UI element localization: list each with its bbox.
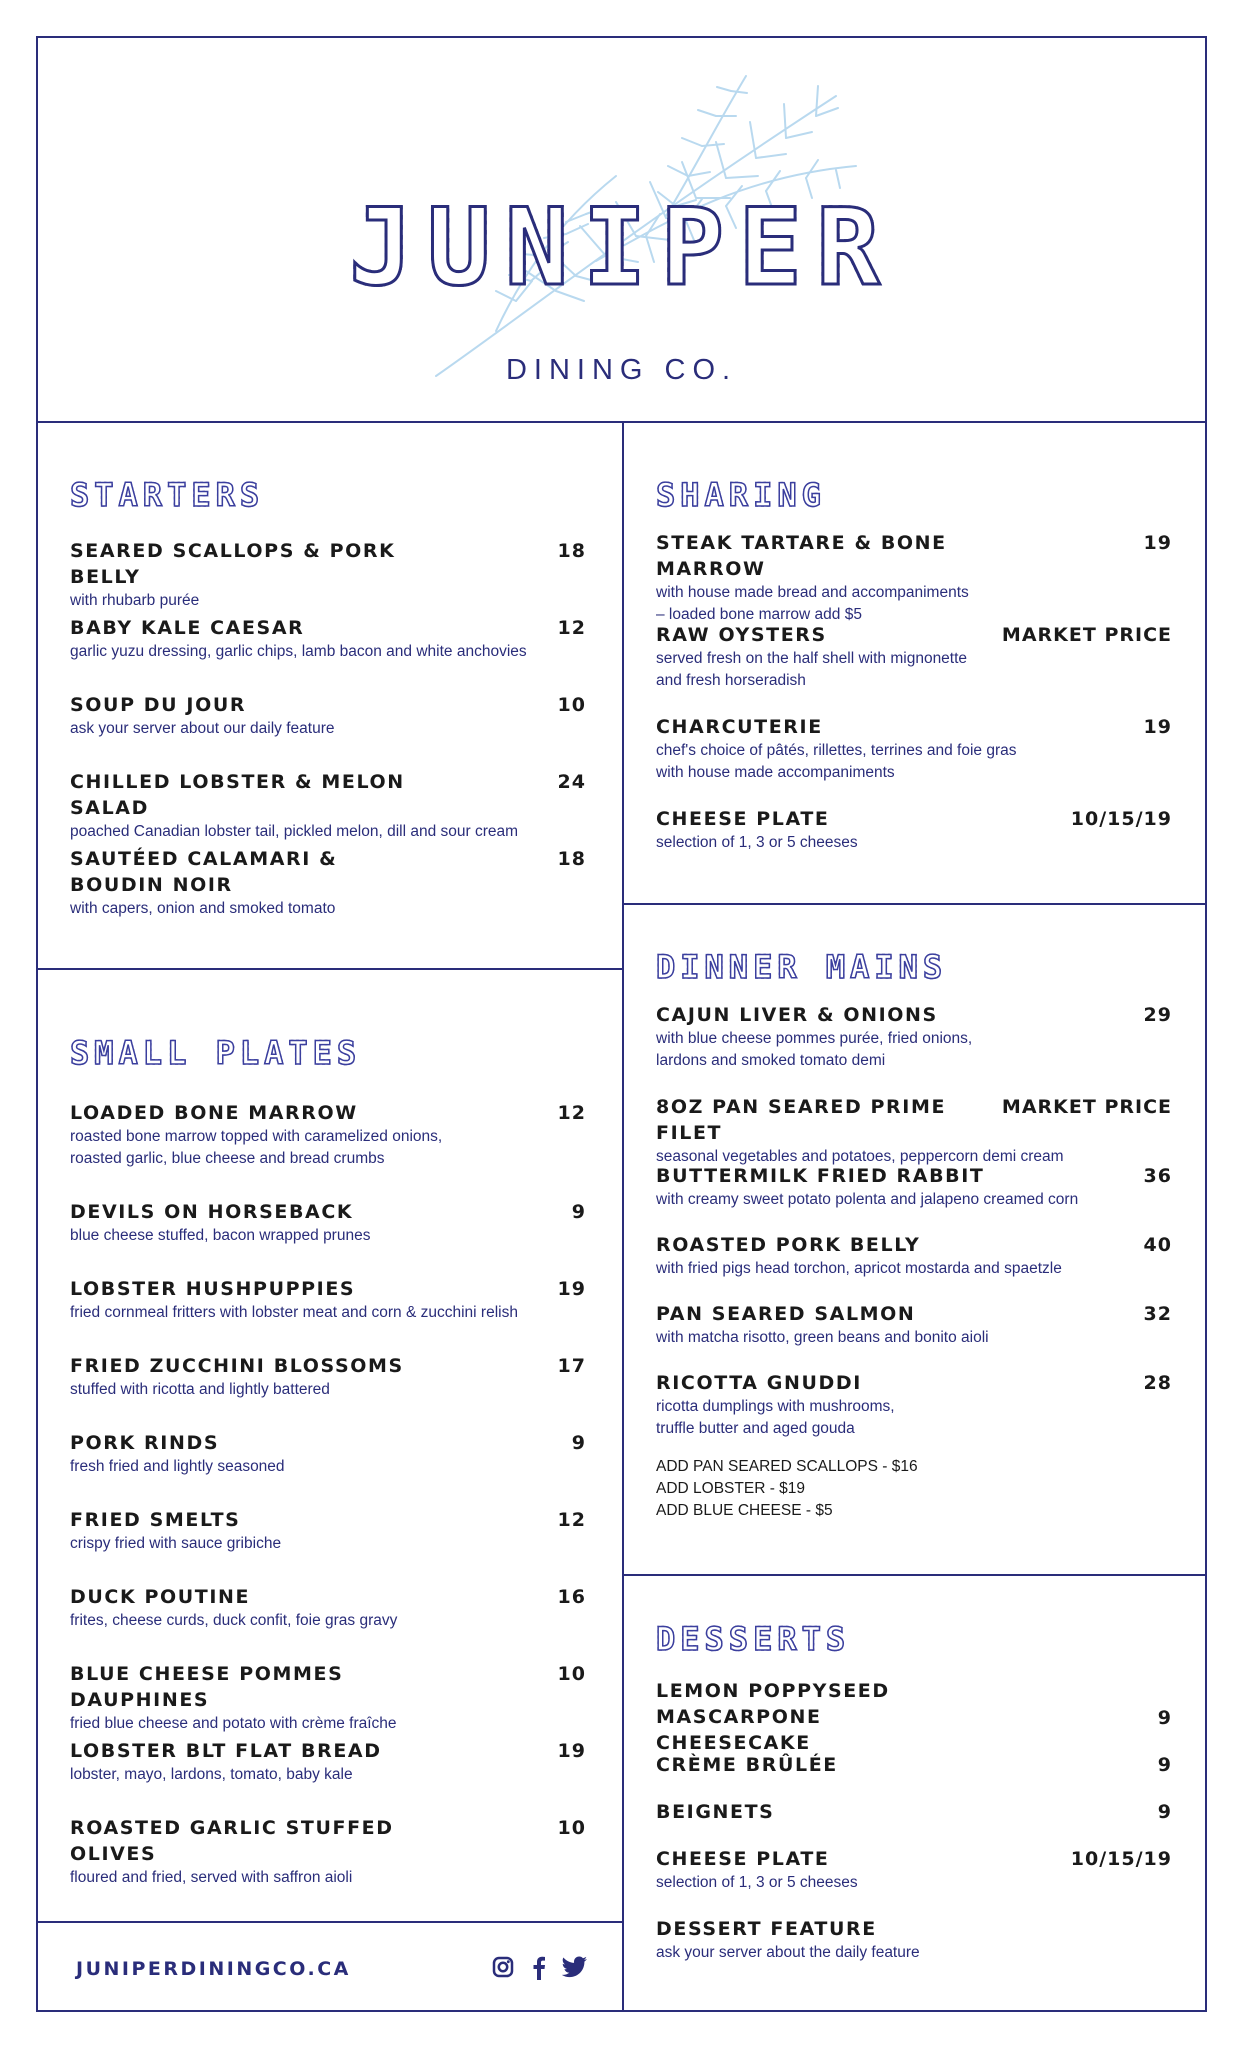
menu-item (70, 769, 586, 843)
item-description: with house made accompaniments (656, 764, 895, 781)
item-description: seasonal vegetables and potatoes, peppercorn demi cream (656, 1148, 1064, 1165)
menu-item (70, 1353, 586, 1401)
item-name: BABY KALE CAESAR (70, 617, 305, 639)
starters-section (70, 476, 586, 917)
item-description: stuffed with ricotta and lightly battered (70, 1381, 330, 1398)
item-description: chef's choice of pâtés, rillettes, terrines and foie gras (656, 742, 1017, 759)
section-title: SMALL PLATES (70, 1034, 362, 1072)
item-price: 10/15/19 (1070, 808, 1172, 830)
item-name: DESSERT FEATURE (656, 1918, 877, 1940)
item-description: lardons and smoked tomato demi (656, 1052, 886, 1069)
menu-item (70, 615, 586, 663)
instagram-icon[interactable] (492, 1956, 514, 1978)
item-price: 29 (1143, 1004, 1172, 1026)
item-name: LEMON POPPYSEED MASCARPONE (656, 1680, 890, 1728)
item-price: 19 (1143, 532, 1172, 554)
starters-divider (36, 968, 623, 970)
column-divider (622, 421, 624, 2012)
item-description: ask your server about the daily feature (656, 1944, 920, 1961)
item-description: and fresh horseradish (656, 672, 806, 689)
item-name: PAN SEARED SALMON (656, 1303, 916, 1325)
twitter-icon[interactable] (562, 1956, 588, 1978)
small-plates-section (70, 1034, 586, 1886)
item-price: 9 (1157, 1801, 1172, 1823)
menu-item (70, 1430, 586, 1478)
item-description: – loaded bone marrow add $5 (656, 606, 862, 623)
item-price: 10 (557, 1817, 586, 1839)
item-price: 36 (1143, 1165, 1172, 1187)
item-name: BLUE CHEESE POMMES DAUPHINES (70, 1663, 344, 1711)
item-description: crispy fried with sauce gribiche (70, 1535, 282, 1552)
item-name: LOBSTER HUSHPUPPIES (70, 1278, 356, 1300)
menu-item (70, 1507, 586, 1555)
item-price: 16 (557, 1586, 586, 1608)
item-description: garlic yuzu dressing, garlic chips, lamb bacon and white anchovies (70, 643, 527, 660)
dinner-mains-section (656, 948, 1172, 1519)
item-description: roasted bone marrow topped with caramelized onions, (70, 1128, 443, 1145)
item-description: truffle butter and aged gouda (656, 1420, 855, 1437)
menu-item (70, 1276, 586, 1324)
section-title: DINNER MAINS (656, 948, 948, 986)
item-price: 18 (557, 848, 586, 870)
item-price: 19 (557, 1278, 586, 1300)
section-title: DESSERTS (656, 1620, 851, 1658)
item-description: fresh fried and lightly seasoned (70, 1458, 285, 1475)
item-name: PORK RINDS (70, 1432, 220, 1454)
item-name: SEARED SCALLOPS & PORK BELLY (70, 540, 396, 588)
item-description: fried cornmeal fritters with lobster meat and corn & zucchini relish (70, 1304, 518, 1321)
item-name: BEIGNETS (656, 1801, 775, 1823)
item-name: 8OZ PAN SEARED PRIME FILET (656, 1096, 947, 1144)
item-price: MARKET PRICE (1001, 1096, 1172, 1118)
addon-item: ADD BLUE CHEESE - $5 (656, 1502, 833, 1519)
menu-item (656, 714, 1172, 784)
item-name: CHEESE PLATE (656, 1848, 830, 1870)
item-price: 19 (1143, 716, 1172, 738)
menu-item (70, 692, 586, 740)
section-title: STARTERS (70, 476, 265, 514)
item-price: 28 (1143, 1372, 1172, 1394)
menu-item (656, 1678, 1172, 1756)
item-name: SOUP DU JOUR (70, 694, 247, 716)
item-description: with capers, onion and smoked tomato (70, 900, 336, 917)
restaurant-logo: JUNIPER (36, 186, 1207, 309)
menu-item (70, 1661, 586, 1735)
item-description: with house made bread and accompaniments (656, 584, 969, 601)
website-link[interactable]: JUNIPERDININGCO.CA (76, 1958, 351, 1980)
item-description: served fresh on the half shell with mignonette (656, 650, 968, 667)
menu-item (656, 622, 1172, 692)
item-name: SAUTÉED CALAMARI & BOUDIN NOIR (70, 848, 338, 896)
addon-item: ADD PAN SEARED SCALLOPS - $16 (656, 1458, 918, 1475)
item-name: ROASTED GARLIC STUFFED OLIVES (70, 1817, 394, 1865)
item-price: 17 (557, 1355, 586, 1377)
item-price: 32 (1143, 1303, 1172, 1325)
item-name: CAJUN LIVER & ONIONS (656, 1004, 938, 1026)
item-price: 19 (557, 1740, 586, 1762)
menu-item (656, 1232, 1172, 1280)
menu-item (656, 1163, 1172, 1211)
item-description: blue cheese stuffed, bacon wrapped prunes (70, 1227, 371, 1244)
item-name: DEVILS ON HORSEBACK (70, 1201, 354, 1223)
item-description: with rhubarb purée (70, 592, 200, 609)
item-name-continued: CHEESECAKE (656, 1732, 811, 1754)
item-price: 12 (557, 1102, 586, 1124)
item-name: STEAK TARTARE & BONE MARROW (656, 532, 947, 580)
item-name: DUCK POUTINE (70, 1586, 251, 1608)
menu-item (656, 1301, 1172, 1349)
item-price: 12 (557, 617, 586, 639)
item-price: 9 (571, 1432, 586, 1454)
footer-divider (36, 1921, 623, 1923)
item-price: 9 (571, 1201, 586, 1223)
menu-item (656, 1002, 1172, 1072)
menu-header (36, 36, 1207, 422)
item-description: with fried pigs head torchon, apricot mostarda and spaetzle (656, 1260, 1062, 1277)
item-price: 40 (1143, 1234, 1172, 1256)
item-name: RAW OYSTERS (656, 624, 827, 646)
item-description: frites, cheese curds, duck confit, foie gras gravy (70, 1612, 398, 1629)
item-description: poached Canadian lobster tail, pickled melon, dill and sour cream (70, 823, 519, 840)
desserts-section (656, 1620, 1172, 1961)
menu-item (656, 530, 1172, 626)
menu-item (656, 1370, 1172, 1440)
item-name: CHILLED LOBSTER & MELON SALAD (70, 771, 405, 819)
item-name: CRÈME BRÛLÉE (656, 1754, 838, 1776)
item-name: CHEESE PLATE (656, 808, 830, 830)
menu-item (70, 1815, 586, 1889)
item-price: 9 (1157, 1707, 1172, 1729)
menu-item (656, 1752, 1172, 1778)
item-name: CHARCUTERIE (656, 716, 823, 738)
item-description: with matcha risotto, green beans and bonito aioli (656, 1329, 989, 1346)
item-description: selection of 1, 3 or 5 cheeses (656, 1874, 858, 1891)
menu-item (70, 1199, 586, 1247)
mains-divider (622, 1574, 1207, 1576)
item-description: with blue cheese pommes purée, fried onions, (656, 1030, 973, 1047)
item-price: 18 (557, 540, 586, 562)
item-name: BUTTERMILK FRIED RABBIT (656, 1165, 985, 1187)
item-price: 10 (557, 694, 586, 716)
menu-item (70, 538, 586, 612)
sharing-section (656, 476, 1172, 851)
item-name: LOADED BONE MARROW (70, 1102, 358, 1124)
facebook-icon[interactable] (532, 1956, 546, 1980)
item-description: floured and fried, served with saffron aioli (70, 1869, 353, 1886)
item-price: 10 (557, 1663, 586, 1685)
section-title: SHARING (656, 476, 826, 514)
item-description: ricotta dumplings with mushrooms, (656, 1398, 895, 1415)
menu-item (656, 1799, 1172, 1825)
menu-item (656, 1846, 1172, 1894)
item-price: 24 (557, 771, 586, 793)
item-name: LOBSTER BLT FLAT BREAD (70, 1740, 382, 1762)
menu-item (656, 1094, 1172, 1168)
item-price: 10/15/19 (1070, 1848, 1172, 1870)
item-price: 9 (1157, 1754, 1172, 1776)
item-price: MARKET PRICE (1001, 624, 1172, 646)
item-name: FRIED ZUCCHINI BLOSSOMS (70, 1355, 404, 1377)
addons-list (656, 1456, 1172, 1522)
restaurant-subtitle: DINING CO. (505, 354, 738, 386)
item-name: RICOTTA GNUDDI (656, 1372, 862, 1394)
addon-item: ADD LOBSTER - $19 (656, 1480, 806, 1497)
item-description: roasted garlic, blue cheese and bread crumbs (70, 1150, 385, 1167)
menu-item (70, 1738, 586, 1786)
item-price: 12 (557, 1509, 586, 1531)
sharing-divider (622, 903, 1207, 905)
menu-item (656, 806, 1172, 854)
menu-item (70, 846, 586, 920)
menu-item (70, 1100, 586, 1170)
item-description: fried blue cheese and potato with crème fraîche (70, 1715, 397, 1732)
item-description: lobster, mayo, lardons, tomato, baby kale (70, 1766, 353, 1783)
menu-item (656, 1916, 1172, 1964)
item-name: ROASTED PORK BELLY (656, 1234, 921, 1256)
menu-item (70, 1584, 586, 1632)
item-name: FRIED SMELTS (70, 1509, 241, 1531)
item-description: selection of 1, 3 or 5 cheeses (656, 834, 858, 851)
item-description: ask your server about our daily feature (70, 720, 335, 737)
item-description: with creamy sweet potato polenta and jalapeno creamed corn (656, 1191, 1079, 1208)
